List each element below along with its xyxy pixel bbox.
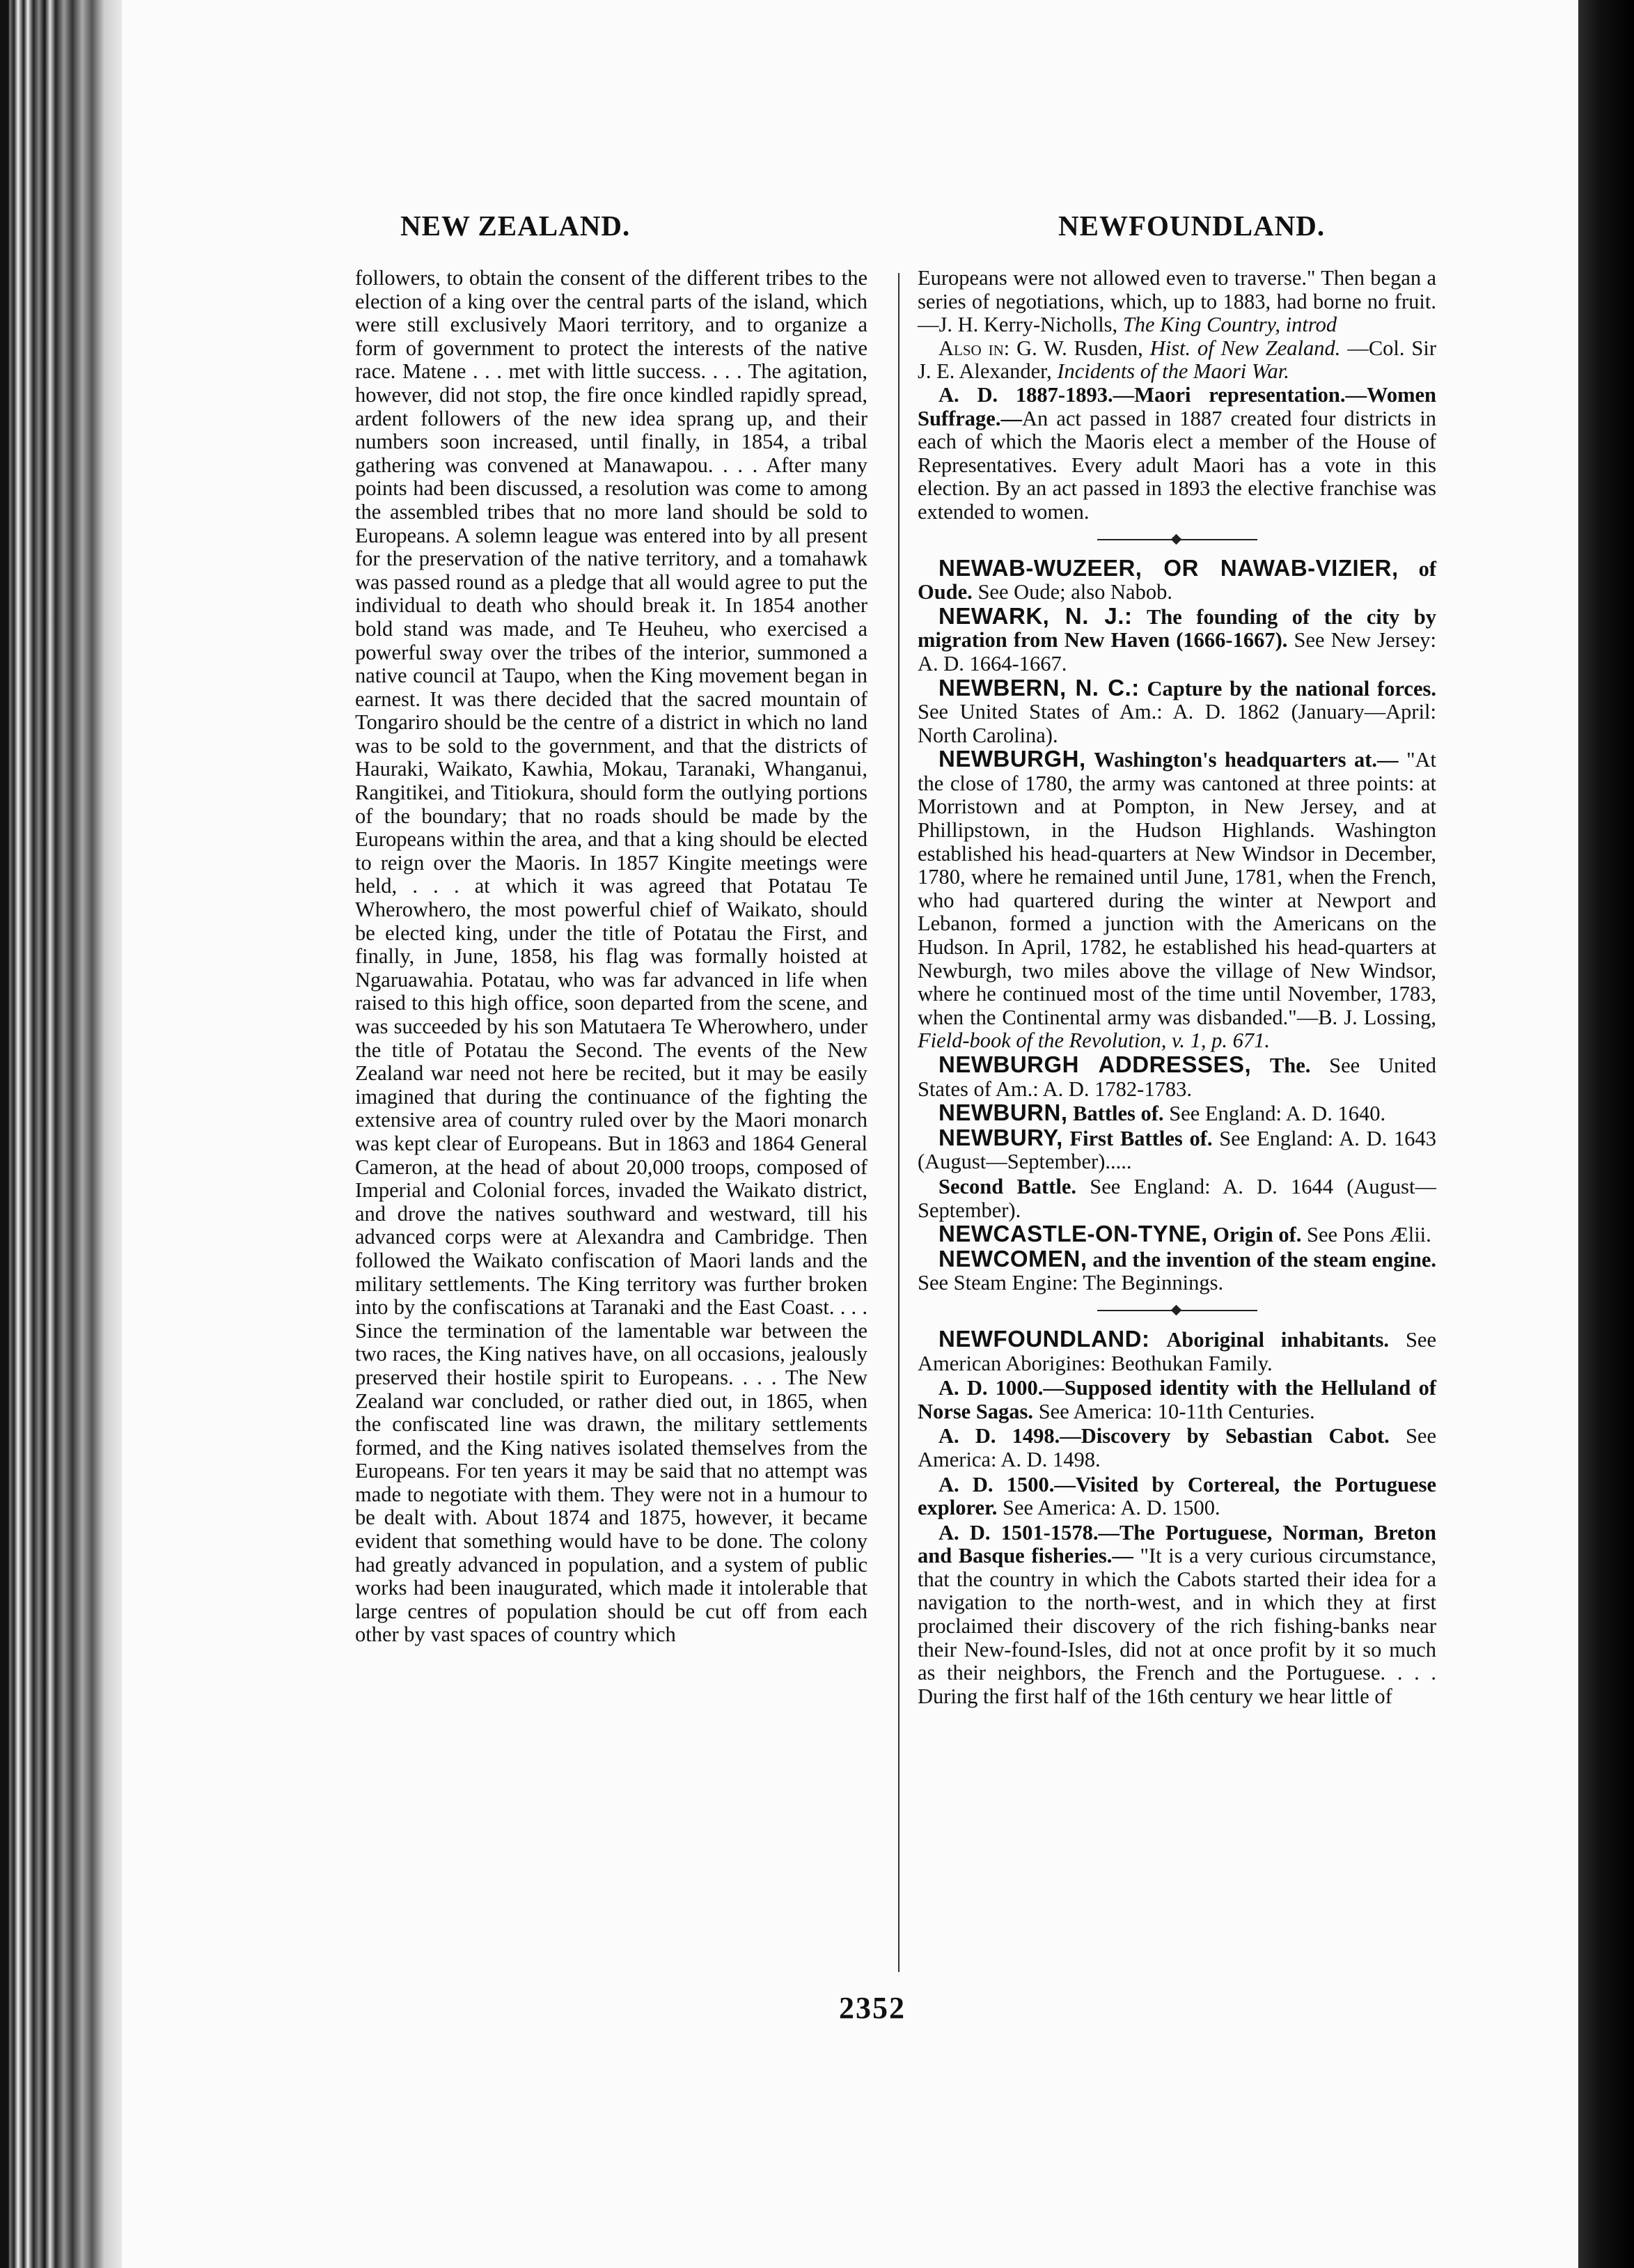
entry-subhead: First Battles of. xyxy=(1069,1126,1213,1150)
running-head-right: NEWFOUNDLAND. xyxy=(1058,210,1326,242)
page-edge xyxy=(1578,0,1634,2268)
entry-subhead: and the invention of the steam engine. xyxy=(1092,1247,1436,1272)
entry xyxy=(918,1423,1436,1471)
maori-representation-head: A. D. 1887-1893.—Maori representation.—Women Suffrage.— xyxy=(918,382,1436,430)
entry-text: See Steam Engine: The Beginnings. xyxy=(918,1271,1224,1295)
entry-subhead: A. D. 1498.—Discovery by Sebastian Cabot. xyxy=(938,1424,1390,1448)
entry-cite: Field-book of the Revolution, v. 1, p. 671. xyxy=(918,1029,1270,1053)
entry-subhead: A. D. 1500.—Visited by Cortereal, the Portuguese explorer. xyxy=(918,1472,1436,1520)
also-in-cite-2: Incidents of the Maori War. xyxy=(1057,359,1289,384)
also-in-text-1: G. W. Rusden, xyxy=(1016,336,1143,360)
entry xyxy=(918,1174,1436,1222)
right-column xyxy=(918,267,1436,1708)
entry-headword: NEWBURY, xyxy=(938,1124,1063,1150)
section-ornament xyxy=(1097,535,1257,544)
section-ornament xyxy=(1097,1306,1257,1315)
entry-headword: NEWBURN, xyxy=(938,1100,1068,1126)
entry xyxy=(918,1472,1436,1520)
entry xyxy=(918,1247,1436,1295)
continuation-text: Europeans were not allowed even to traverse." Then began a series of negotiations, which, up to 1883, had borne no fruit.—J. H. Kerry-Nicholls, xyxy=(918,266,1436,337)
entry-subhead: Capture by the national forces. xyxy=(1147,676,1436,701)
entry xyxy=(918,1375,1436,1423)
entry-text: See Pons Ælii. xyxy=(1307,1223,1431,1247)
entry-subhead: The. xyxy=(1269,1054,1311,1077)
book-spine xyxy=(0,0,122,2268)
entry xyxy=(918,1101,1436,1126)
running-head-left: NEW ZEALAND. xyxy=(400,210,631,242)
entry-subhead: Aboriginal inhabitants. xyxy=(1166,1327,1390,1352)
entry-text: See America: A. D. 1500. xyxy=(1003,1496,1220,1520)
entry xyxy=(918,676,1436,748)
entry-text: See America: A. D. 1498. xyxy=(918,1424,1436,1471)
entry-subhead: The founding of the city by migration from New Haven (1666-1667). xyxy=(918,604,1436,652)
entry-headword: NEWCOMEN, xyxy=(938,1245,1087,1272)
continuation-paragraph xyxy=(918,267,1436,337)
entry xyxy=(918,1520,1436,1709)
continuation-cite: The King Country, introd xyxy=(1122,313,1337,337)
entry xyxy=(918,1053,1436,1101)
entry-subhead: Washington's headquarters at.— xyxy=(1094,748,1399,772)
also-in-text-2: —Col. Sir J. E. Alexander, xyxy=(918,336,1436,384)
entry-text: See England: A. D. 1640. xyxy=(1169,1102,1386,1126)
entry-text: See American Aborigines: Beothukan Family. xyxy=(918,1327,1436,1375)
entry-list xyxy=(918,556,1436,1295)
entry-headword: NEWBURGH ADDRESSES, xyxy=(938,1051,1252,1077)
entry-subhead: Second Battle. xyxy=(938,1174,1076,1198)
column-rule xyxy=(898,273,900,1972)
entry-text: See England: A. D. 1643 (August—September)..... xyxy=(918,1126,1437,1174)
left-column xyxy=(355,267,867,1647)
entry-headword: NEWAB-WUZEER, OR NAWAB-VIZIER, xyxy=(938,554,1399,581)
entry xyxy=(918,747,1436,1053)
entry-text: See United States of Am.: A. D. 1862 (January—April: North Carolina). xyxy=(918,700,1436,747)
entry xyxy=(918,1126,1436,1174)
entry-text: See England: A. D. 1644 (August—September). xyxy=(918,1174,1436,1222)
entry xyxy=(918,604,1436,676)
entry-subhead: Battles of. xyxy=(1073,1102,1164,1126)
also-in-paragraph xyxy=(918,337,1436,384)
maori-representation-text: An act passed in 1887 created four districts in each of which the Maoris elect a member of the House of Representatives. Every adult Maori has a vote in this election. By an act passed in 1893 the elective franchise was extended to women. xyxy=(918,406,1436,524)
entry xyxy=(918,556,1436,604)
entry-headword: NEWBURGH, xyxy=(938,746,1086,772)
entry-subhead: of Oude. xyxy=(918,556,1436,604)
also-in-label: Also in: xyxy=(938,336,1010,360)
newfoundland-entry-list xyxy=(918,1327,1436,1709)
entry-subhead: A. D. 1000.—Supposed identity with the Helluland of Norse Sagas. xyxy=(918,1376,1436,1423)
entry-headword: NEWBERN, N. C.: xyxy=(938,674,1140,701)
entry-headword: NEWFOUNDLAND: xyxy=(938,1325,1150,1352)
entry xyxy=(918,1222,1436,1247)
entry-headword: NEWARK, N. J.: xyxy=(938,602,1133,629)
entry-text: See Oude; also Nabob. xyxy=(977,580,1172,604)
entry-text: "It is a very curious circumstance, that the country in which the Cabots started their idea for a navigation to the north-west, and in which they at first proclaimed their discovery of the rich fishing-banks near their New-found-Isles, did not at once profit by it so much as their neighbors, the French and the Portuguese. . . . During the first half of the 16th century we hear little of xyxy=(918,1544,1437,1708)
also-in-cite-1: Hist. of New Zealand. xyxy=(1149,336,1341,360)
entry-text: "At the close of 1780, the army was cantoned at three points: at Morristown and at Pompton, in New Jersey, and at Phillipstown, in the Hudson Highlands. Washington established his head-quarters at New Windsor in December, 1780, where he remained until June, 1781, when the French, who had quartered during the winter at Newport and Lebanon, formed a junction with the Americans on the Hudson. In April, 1782, he established his head-quarters at Newburgh, two miles above the village of New Windsor, where he continued most of the time until November, 1783, when the Continental army was disbanded."—B. J. Lossing, xyxy=(918,748,1437,1029)
entry-subhead: A. D. 1501-1578.—The Portuguese, Norman, Breton and Basque fisheries.— xyxy=(918,1520,1436,1568)
entry-text: See New Jersey: A. D. 1664-1667. xyxy=(918,628,1437,675)
entry-text: See United States of Am.: A. D. 1782-1783. xyxy=(918,1054,1436,1101)
maori-representation-entry xyxy=(918,384,1436,524)
left-column-text: followers, to obtain the consent of the different tribes to the election of a king over the central parts of the island, which were still exclusively Maori territory, and to organize a form of government to protect the interests of the native race. Matene . . . met with little success. . . . The agitation, however, did not stop, the fire once kindled rapidly spread, ardent followers of the new idea sprang up, and their numbers soon increased, until finally, in 1854, a tribal gathering was convened at Manawapou. . . . After many points had been discussed, a resolution was come to among the assembled tribes that no more land should be sold to Europeans. A solemn league was entered into by all present for the preservation of the native territory, and a tomahawk was passed round as a pledge that all would agree to put the individual to death who should break it. In 1854 another bold stand was made, and Te Heuheu, who exercised a powerful sway over the tribes of the interior, summoned a native council at Taupo, when the King movement began in earnest. It was there decided that the sacred mountain of Tongariro should be the centre of a district in which no land was to be sold to the government, and that the districts of Hauraki, Waikato, Kawhia, Mokau, Taranaki, Whanganui, Rangitikei, and Titiokura, should form the outlying portions of the boundary; that no roads should be made by the Europeans within the area, and that a king should be elected to reign over the Maoris. In 1857 Kingite meetings were held, . . . at which it was agreed that Potatau Te Wherowhero, the most powerful chief of Waikato, should be elected king, under the title of Potatau the First, and finally, in June, 1858, his flag was formally hoisted at Ngaruawahia. Potatau, who was far advanced in life when raised to this high office, soon departed from the scene, and was succeeded by his son Matutaera Te Wherowhero, under the title of Potatau the Second. The events of the New Zealand war need not here be recited, but it may be easily imagined that during the continuance of the fighting the extensive area of country ruled over by the Maori monarch was kept clear of Europeans. But in 1863 and 1864 General Cameron, at the head of about 20,000 troops, composed of Imperial and Colonial forces, invaded the Waikato district, and drove the natives southward and westward, till his advanced corps were at Alexandra and Cambridge. Then followed the Waikato confiscation of Maori lands and the military settlements. The King territory was further broken into by the confiscations at Taranaki and the East Coast. . . . Since the termination of the lamentable war between the two races, the King natives have, on all occasions, jealously preserved their hostile spirit to Europeans. . . . The New Zealand war concluded, or rather died out, in 1865, when the confiscated line was drawn, the military settlements formed, and the King natives isolated themselves from the Europeans. For ten years it may be said that no attempt was made to negotiate with them. They were not in a humour to be dealt with. About 1874 and 1875, however, it became evident that something would have to be done. The colony had greatly advanced in population, and a system of public works had been inaugurated, which made it intolerable that large centres of population should be cut off from each other by vast spaces of country which xyxy=(355,266,867,1647)
page-number: 2352 xyxy=(839,1991,906,2025)
entry-subhead: Origin of. xyxy=(1213,1223,1302,1247)
entry-text: See America: 10-11th Centuries. xyxy=(1038,1399,1315,1423)
entry-headword: NEWCASTLE-ON-TYNE, xyxy=(938,1221,1208,1247)
entry xyxy=(918,1327,1436,1375)
